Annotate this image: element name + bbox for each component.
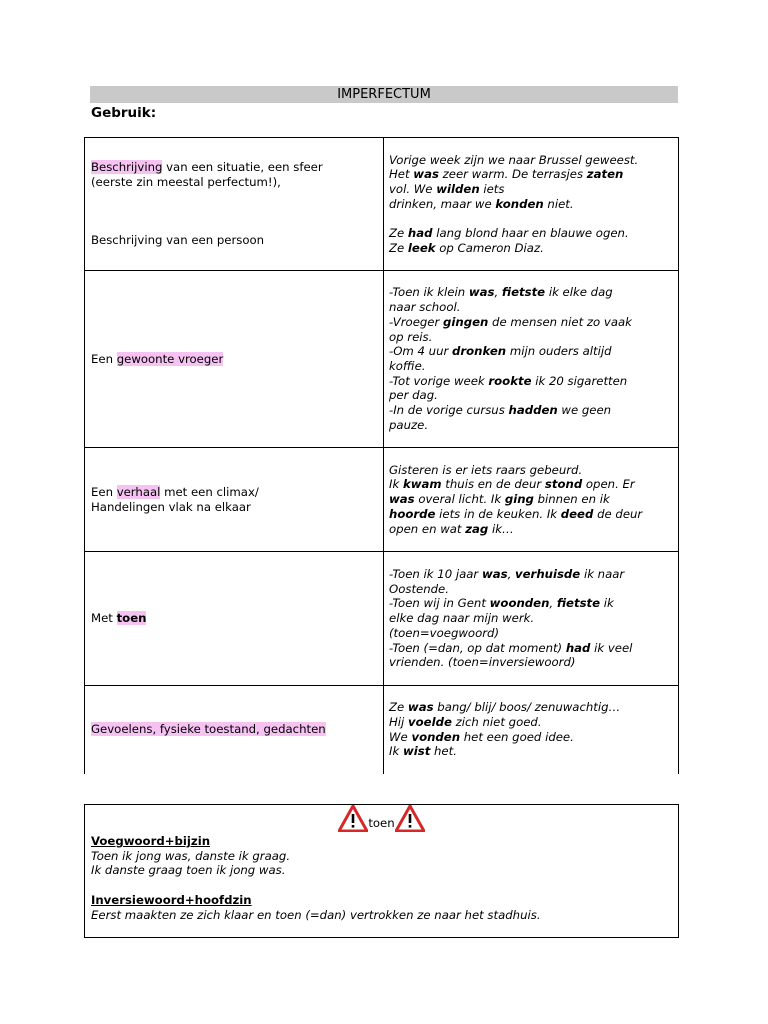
text-line — [389, 315, 673, 330]
note-body — [91, 834, 541, 922]
text-run: Vorige week zijn we naar Brussel geweest. — [389, 152, 639, 167]
verb-form: woonden — [489, 596, 550, 611]
text-line — [389, 700, 673, 715]
note-heading: Voegwoord+bijzin — [91, 834, 211, 848]
text-line — [389, 522, 673, 537]
text-run: Het — [389, 167, 414, 182]
text-line — [389, 582, 673, 597]
verb-form: was — [407, 700, 434, 715]
text-line — [91, 500, 378, 515]
text-run: per dag. — [389, 388, 438, 403]
text-run: op Cameron Diaz. — [435, 240, 544, 255]
text-line — [389, 730, 673, 745]
text-line — [389, 418, 673, 433]
text-line — [389, 300, 673, 315]
text-run: thuis en de deur — [441, 477, 545, 492]
verb-form: zag — [465, 521, 489, 536]
text-run: -Toen ik 10 jaar — [389, 567, 482, 582]
text-line — [91, 352, 378, 367]
text-run: pauze. — [389, 417, 429, 432]
verb-form: had — [565, 640, 591, 655]
table-row — [85, 686, 679, 774]
text-run: -Tot vorige week — [389, 373, 489, 388]
table-row — [85, 138, 679, 271]
example-cell — [384, 686, 679, 774]
spacer — [389, 211, 673, 226]
text-run: -Toen wij in Gent — [389, 596, 490, 611]
example-cell — [384, 138, 679, 271]
text-run: op reis. — [389, 329, 433, 344]
verb-form: was — [481, 567, 508, 582]
verb-form: rookte — [488, 373, 532, 388]
text-run: Ze — [389, 226, 408, 241]
text-run: , — [494, 285, 502, 300]
text-run: naar school. — [389, 300, 461, 315]
text-run: (eerste zin meestal perfectum!), — [91, 174, 281, 189]
spacer — [91, 189, 378, 204]
table-row — [85, 552, 679, 686]
example-cell — [384, 448, 679, 552]
text-run: -In de vorige cursus — [389, 403, 509, 418]
text-line — [91, 485, 378, 500]
note-example: Toen ik jong was, danste ik graag. — [91, 848, 291, 863]
text-run: Oostende. — [389, 581, 449, 596]
text-run: ik — [600, 596, 614, 611]
verb-form: was — [413, 167, 439, 182]
text-line — [389, 153, 673, 168]
text-run: (toen=voegwoord) — [389, 625, 500, 640]
text-line — [389, 182, 673, 197]
text-run: ik naar — [580, 567, 625, 582]
text-run: open en wat — [389, 521, 466, 536]
text-run: vol. We — [389, 181, 437, 196]
verb-form: wist — [402, 744, 431, 759]
text-line — [389, 715, 673, 730]
highlighted-term: Gevoelens, fysieke toestand, gedachten — [91, 722, 326, 737]
text-run: ik 20 sigaretten — [531, 373, 628, 388]
verb-form: had — [407, 226, 433, 241]
text-line — [389, 626, 673, 641]
text-run: het. — [430, 744, 457, 759]
text-run: drinken, maar we — [389, 196, 496, 211]
table-row — [85, 448, 679, 552]
text-run: ik elke dag — [545, 285, 613, 300]
verb-form: leek — [407, 240, 436, 255]
text-line — [389, 388, 673, 403]
text-line — [389, 611, 673, 626]
text-run: de deur — [593, 506, 643, 521]
usage-cell — [85, 271, 384, 448]
text-run: Ik — [389, 744, 403, 759]
text-run: ik… — [488, 521, 514, 536]
verb-form: ging — [504, 492, 534, 507]
text-run: , — [507, 567, 516, 582]
text-run: bang/ blij/ boos/ zenuwachtig… — [433, 700, 621, 715]
text-run: met een climax/ — [160, 484, 259, 499]
text-run: open. Er — [582, 477, 635, 492]
note-header — [85, 805, 678, 833]
page-title: IMPERFECTUM — [90, 86, 678, 103]
text-line — [91, 611, 378, 626]
usage-cell — [85, 552, 384, 686]
text-line — [389, 403, 673, 418]
warning-triangle-icon — [395, 805, 425, 832]
note-heading: Inversiewoord+hoofdzin — [91, 892, 252, 907]
text-run: , — [549, 596, 557, 611]
text-line — [91, 160, 378, 175]
text-run: Hij — [389, 715, 408, 730]
text-run: Ik — [389, 477, 403, 492]
text-line — [389, 655, 673, 670]
text-run: iets — [479, 181, 505, 196]
text-line — [389, 567, 673, 582]
verb-form: fietste — [501, 285, 546, 300]
text-run: We — [389, 729, 412, 744]
text-line — [389, 241, 673, 256]
text-run: -Toen (=dan, op dat moment) — [389, 640, 566, 655]
highlighted-term: Beschrijving — [91, 159, 163, 174]
verb-form: deed — [560, 506, 594, 521]
verb-form: fietste — [556, 596, 601, 611]
verb-form: was — [468, 285, 495, 300]
text-line — [91, 233, 378, 248]
text-line — [389, 330, 673, 345]
highlighted-term: gewoonte vroeger — [116, 351, 224, 366]
text-line — [389, 226, 673, 241]
text-run: koffie. — [389, 359, 426, 373]
text-run: Een — [91, 484, 117, 499]
text-line — [389, 492, 673, 507]
text-line — [389, 596, 673, 611]
text-run: het een goed idee. — [460, 729, 574, 744]
spacer — [91, 219, 378, 234]
text-line — [389, 197, 673, 212]
text-run: iets in de keuken. Ik — [435, 506, 561, 521]
verb-form: verhuisde — [515, 567, 581, 582]
table-row — [85, 271, 679, 448]
verb-form: voelde — [408, 715, 452, 730]
usage-table — [84, 137, 679, 774]
spacer — [91, 878, 541, 893]
text-run: -Vroeger — [389, 314, 444, 329]
text-line — [389, 344, 673, 359]
verb-form: hadden — [508, 403, 558, 418]
text-run: de mensen niet zo vaak — [488, 314, 632, 329]
note-keyword: toen — [368, 815, 395, 830]
example-cell — [384, 271, 679, 448]
text-line — [389, 507, 673, 522]
text-run: vrienden. (toen=inversiewoord) — [389, 655, 576, 670]
verb-form: vonden — [411, 729, 461, 744]
usage-cell — [85, 448, 384, 552]
text-line — [389, 463, 673, 478]
spacer — [91, 204, 378, 219]
section-heading: Gebruik: — [91, 105, 157, 121]
verb-form: kwam — [402, 477, 442, 492]
text-run: van een situatie, een sfeer — [162, 159, 323, 174]
note-box — [84, 804, 679, 938]
text-run: ik veel — [590, 640, 633, 655]
verb-form: hoorde — [389, 506, 436, 521]
text-line — [389, 374, 673, 389]
text-run: we geen — [557, 403, 612, 418]
text-run: -Om 4 uur — [389, 344, 453, 359]
verb-form: wilden — [436, 181, 480, 196]
text-line — [91, 722, 378, 737]
text-run: Beschrijving van een persoon — [91, 233, 265, 248]
text-run: Een — [91, 351, 117, 366]
note-example: Eerst maakten ze zich klaar en toen (=dan) vertrokken ze naar het stadhuis. — [91, 907, 541, 922]
text-run: overal licht. Ik — [414, 492, 505, 507]
highlighted-term: verhaal — [116, 484, 161, 499]
text-run: Ze — [389, 240, 408, 255]
text-line — [389, 744, 673, 759]
text-line — [91, 175, 378, 190]
text-line — [389, 167, 673, 182]
note-example: Ik danste graag toen ik jong was. — [91, 863, 286, 878]
highlighted-term: toen — [116, 611, 147, 626]
warning-triangle-icon — [338, 805, 368, 832]
usage-cell — [85, 686, 384, 774]
text-line — [389, 477, 673, 492]
text-run: zich niet goed. — [451, 715, 542, 730]
text-run: niet. — [543, 196, 574, 211]
text-line — [389, 641, 673, 656]
verb-form: dronken — [452, 344, 507, 359]
verb-form: konden — [495, 196, 544, 211]
text-line — [389, 359, 673, 374]
text-run: mijn ouders altijd — [506, 344, 612, 359]
example-cell — [384, 552, 679, 686]
text-run: Met — [91, 611, 117, 626]
text-run: -Toen ik klein — [389, 285, 469, 300]
verb-form: zaten — [586, 167, 624, 182]
text-run: Ze — [389, 700, 408, 715]
text-run: Gisteren is er iets raars gebeurd. — [389, 462, 583, 477]
usage-cell — [85, 138, 384, 271]
verb-form: was — [389, 492, 415, 507]
verb-form: gingen — [443, 314, 489, 329]
text-run: zeer warm. De terrasjes — [438, 167, 587, 182]
text-run: Handelingen vlak na elkaar — [91, 499, 251, 514]
text-run: binnen en ik — [533, 492, 610, 507]
text-run: lang blond haar en blauwe ogen. — [432, 226, 629, 241]
text-line — [389, 285, 673, 300]
verb-form: stond — [544, 477, 583, 492]
text-run: elke dag naar mijn werk. — [389, 611, 535, 626]
